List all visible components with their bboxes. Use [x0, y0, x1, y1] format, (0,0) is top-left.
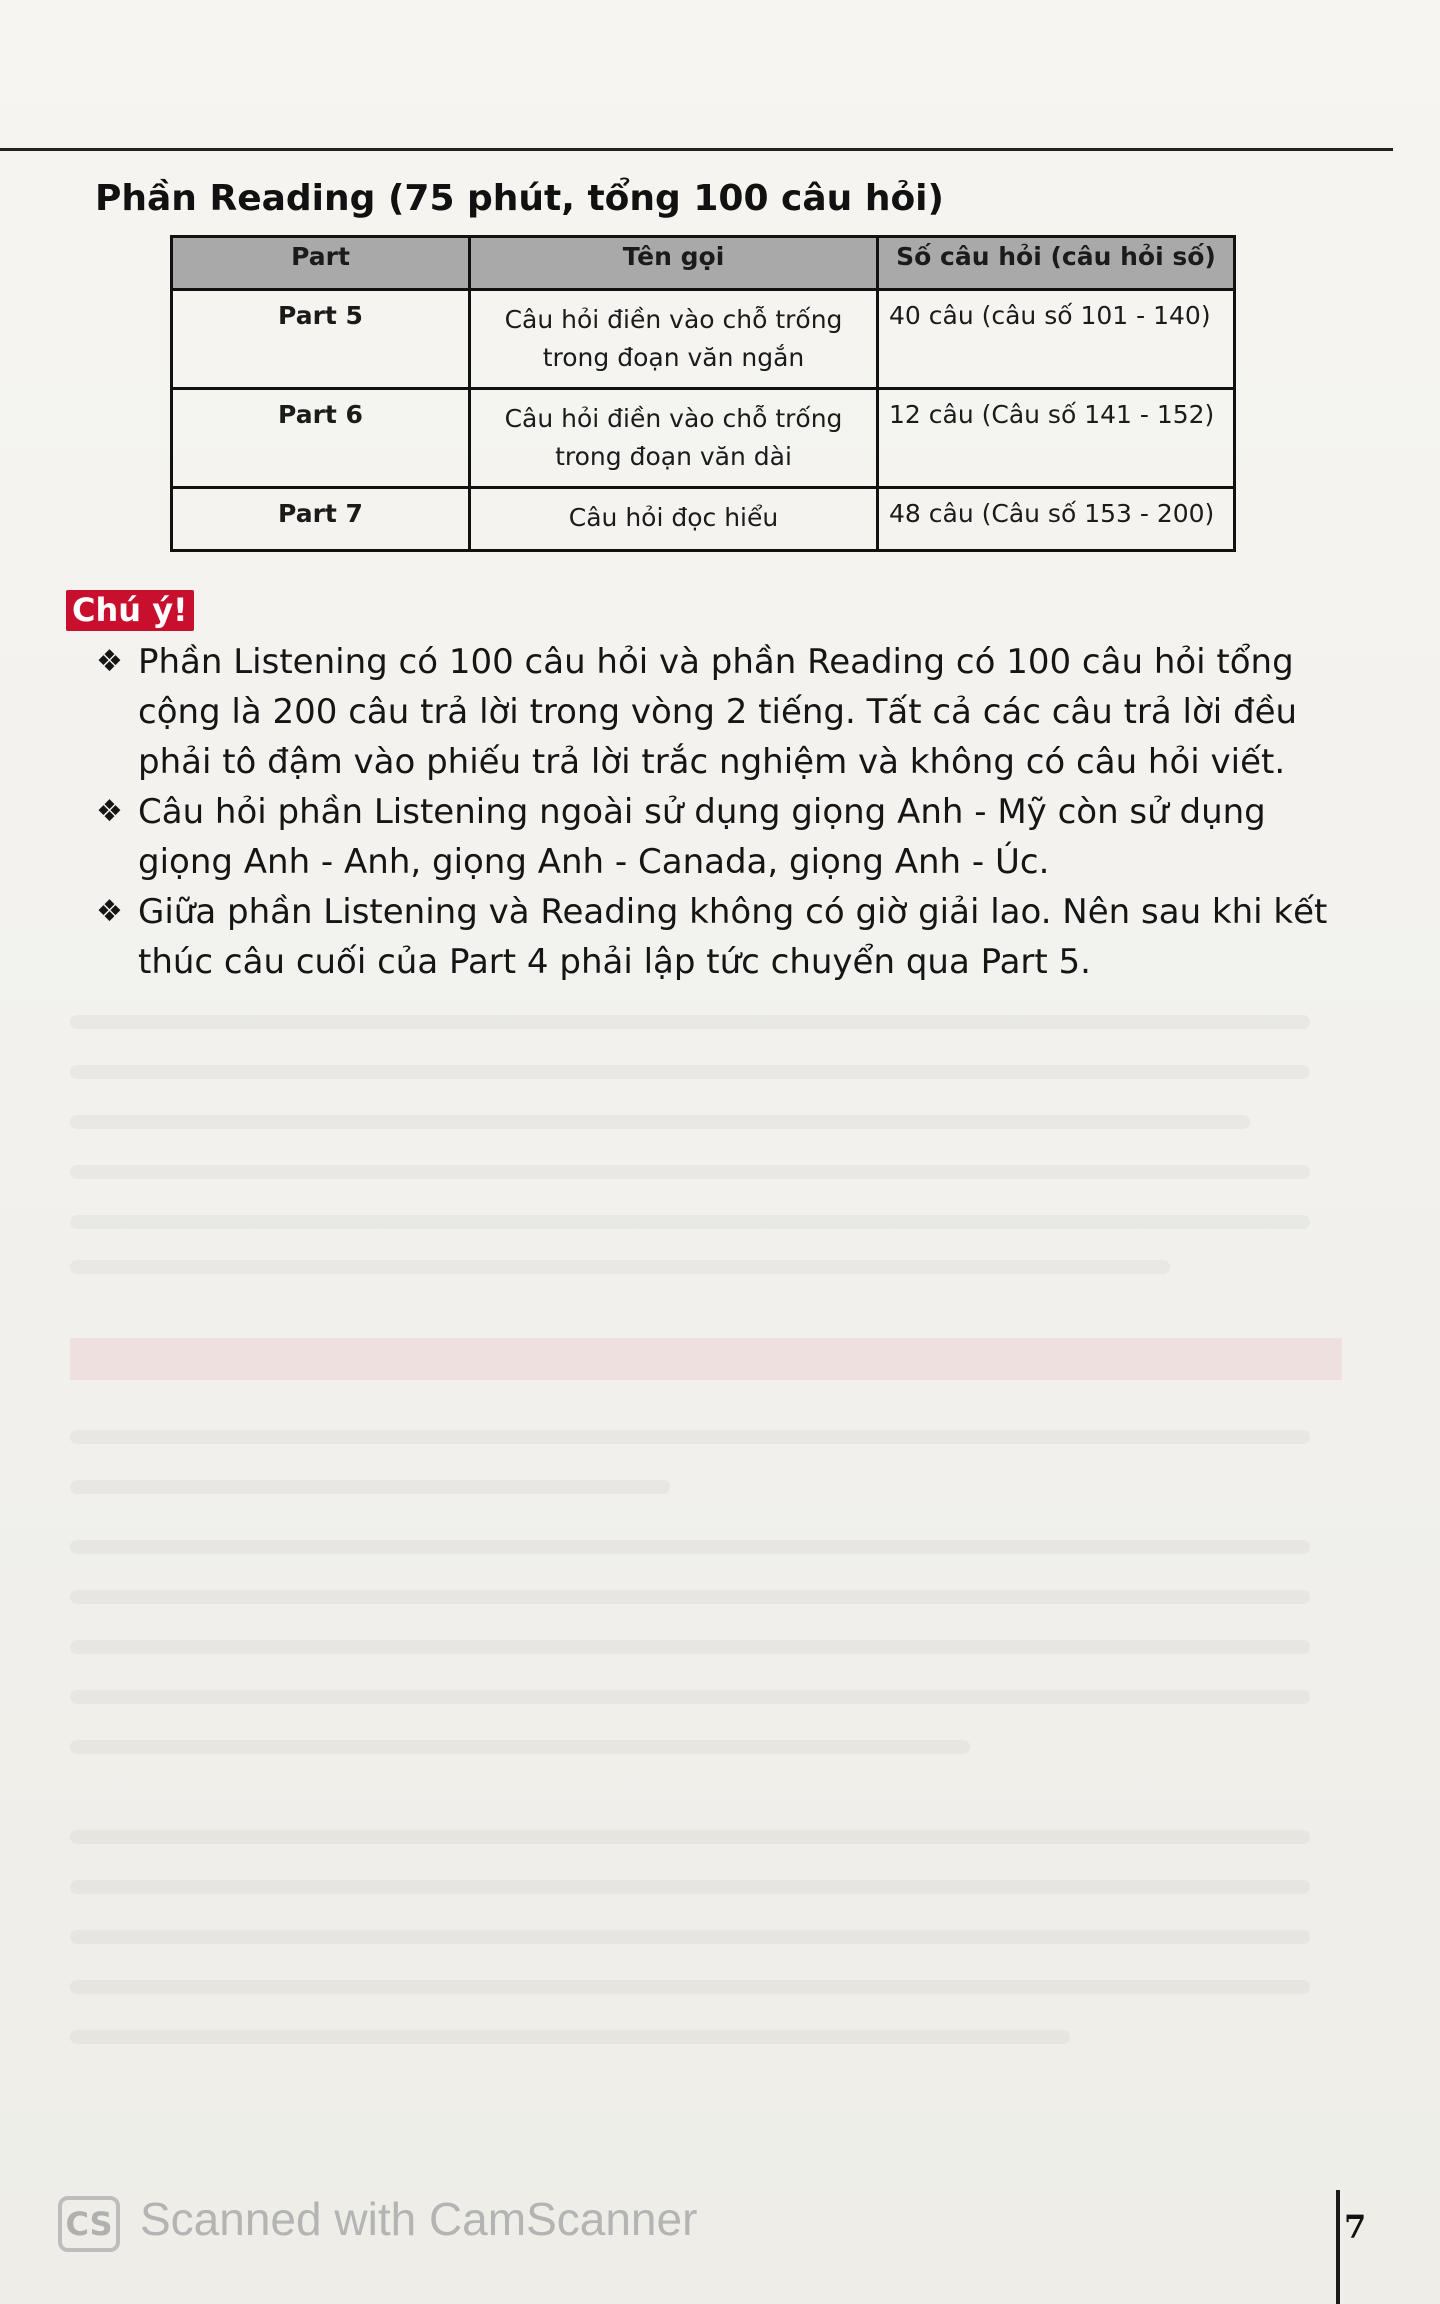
cell-name-line: trong đoạn văn ngắn — [542, 343, 805, 372]
bleed-through-line — [70, 1830, 1310, 1844]
bleed-through-line — [70, 1015, 1310, 1029]
diamond-bullet-icon: ❖ — [96, 644, 123, 679]
page-number: 7 — [1344, 2208, 1367, 2246]
cell-part: Part 6 — [172, 389, 470, 488]
bleed-through-line — [70, 1215, 1310, 1229]
bleed-through-line — [70, 1165, 1310, 1179]
bleed-through-line — [70, 1430, 1310, 1444]
bleed-through-line — [70, 1540, 1310, 1554]
note-label: Chú ý! — [66, 590, 194, 631]
cell-name-line: Câu hỏi điền vào chỗ trống — [504, 404, 843, 433]
header-name: Tên gọi — [470, 237, 878, 290]
diamond-bullet-icon: ❖ — [96, 894, 123, 929]
bleed-through-line — [70, 1260, 1170, 1274]
bleed-through-line — [70, 1480, 670, 1494]
cell-count: 40 câu (câu số 101 - 140) — [878, 290, 1235, 389]
cell-name-line: trong đoạn văn dài — [555, 442, 792, 471]
bleed-through-band — [70, 1338, 1342, 1380]
header-count: Số câu hỏi (câu hỏi số) — [878, 237, 1235, 290]
cell-count: 12 câu (Câu số 141 - 152) — [878, 389, 1235, 488]
header-rule — [0, 148, 1393, 151]
bleed-through-line — [70, 1690, 1310, 1704]
cell-part: Part 7 — [172, 488, 470, 551]
note-item — [96, 787, 1346, 887]
note-item — [96, 637, 1346, 787]
bleed-through-line — [70, 1590, 1310, 1604]
scanner-watermark: Scanned with CamScanner — [140, 2193, 698, 2245]
bleed-through-line — [70, 2030, 1070, 2044]
bleed-through-line — [70, 1640, 1310, 1654]
cell-name — [470, 290, 878, 389]
page-number-divider — [1336, 2190, 1340, 2304]
bleed-through-line — [70, 1880, 1310, 1894]
cell-part: Part 5 — [172, 290, 470, 389]
note-text: Phần Listening có 100 câu hỏi và phần Reading có 100 câu hỏi tổng cộng là 200 câu trả lời trong vòng 2 tiếng. Tất cả các câu trả lời đều phải tô đậm vào phiếu trả lời trắc nghiệm và không có câu hỏi viết. — [138, 642, 1298, 782]
table-row — [172, 290, 1235, 389]
note-text: Câu hỏi phần Listening ngoài sử dụng giọng Anh - Mỹ còn sử dụng giọng Anh - Anh, giọng Anh - Canada, giọng Anh - Úc. — [138, 792, 1266, 882]
camscanner-logo-icon: CS — [58, 2196, 120, 2252]
note-text: Giữa phần Listening và Reading không có giờ giải lao. Nên sau khi kết thúc câu cuối của Part 4 phải lập tức chuyển qua Part 5. — [138, 892, 1328, 982]
section-title: Phần Reading (75 phút, tổng 100 câu hỏi) — [95, 178, 944, 219]
bleed-through-line — [70, 1740, 970, 1754]
notes-list — [96, 637, 1346, 987]
cell-name-line: Câu hỏi điền vào chỗ trống — [504, 305, 843, 334]
cell-name — [470, 389, 878, 488]
diamond-bullet-icon: ❖ — [96, 794, 123, 829]
table-row — [172, 389, 1235, 488]
bleed-through-line — [70, 1930, 1310, 1944]
bleed-through-line — [70, 1980, 1310, 1994]
table-header-row — [172, 237, 1235, 290]
cell-name-line: Câu hỏi đọc hiểu — [568, 503, 779, 532]
table-row — [172, 488, 1235, 551]
cell-name — [470, 488, 878, 551]
header-part: Part — [172, 237, 470, 290]
cell-count: 48 câu (Câu số 153 - 200) — [878, 488, 1235, 551]
bleed-through-line — [70, 1115, 1250, 1129]
reading-parts-table — [170, 235, 1236, 552]
bleed-through-line — [70, 1065, 1310, 1079]
note-item — [96, 887, 1346, 987]
